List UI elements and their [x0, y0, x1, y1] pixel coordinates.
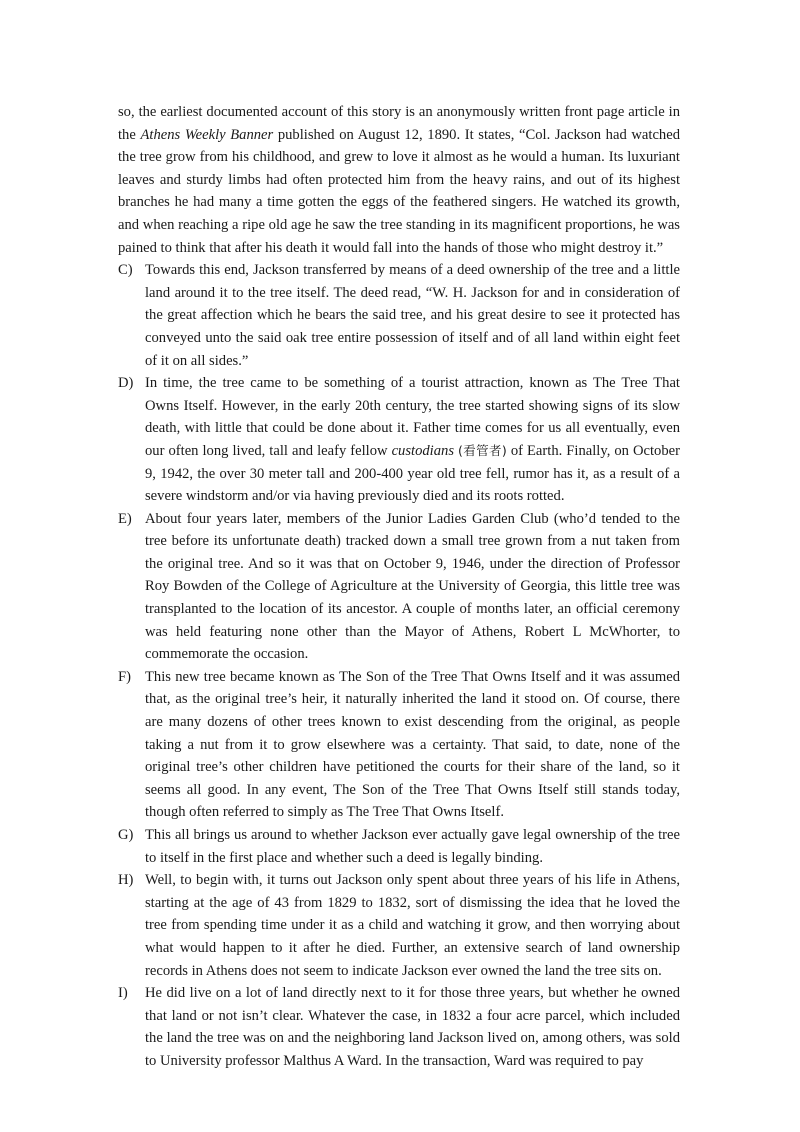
paragraph-text-start: In time, the tree came to be something of a tourist attraction, known as The Tree That Owns Itself. However, in the early 20th century, the tree started showing signs of its slow death, with little that could be done about it. Father time comes for us all eventually, even our often long lived, tall and leafy fellow	[145, 375, 680, 459]
paragraph-label: C)	[118, 262, 133, 279]
paragraph-i	[118, 982, 680, 1072]
paragraph-label: I)	[118, 985, 128, 1002]
newspaper-title: Athens Weekly Banner	[140, 126, 274, 143]
intro-text-start: so, the earliest documented account of this story is an anonymously written front page article in the	[118, 104, 680, 143]
paragraph-label: E)	[118, 510, 132, 527]
intro-paragraph	[118, 101, 680, 259]
paragraph-h	[118, 869, 680, 982]
paragraph-g	[118, 824, 680, 869]
paragraph-text: Towards this end, Jackson transferred by means of a deed ownership of the tree and a little land around it to the tree itself. The deed read, “W. H. Jackson for and in consideration of the great affection which he bears the said tree, and his great desire to see it protected has conveyed unto the said oak tree entire possession of itself and of all land within eight feet of it on all sides.”	[145, 262, 680, 369]
italic-term: custodians	[391, 442, 455, 459]
paragraph-text: Well, to begin with, it turns out Jackson only spent about three years of his life in Athens, starting at the age of 43 from 1829 to 1832, sort of dismissing the idea that he loved the tree from spending time under it as a child and watching it grow, and then worrying about what would happen to it after he died. Further, an extensive search of land ownership records in Athens does not seem to indicate Jackson ever owned the land the tree sits on.	[145, 872, 680, 979]
paragraph-e	[118, 508, 680, 666]
paragraph-c	[118, 259, 680, 372]
document-body	[118, 101, 680, 1073]
chinese-gloss: (看管者)	[458, 442, 507, 458]
paragraph-text: This all brings us around to whether Jackson ever actually gave legal ownership of the tree to itself in the first place and whether such a deed is legally binding.	[145, 827, 680, 866]
paragraph-label: G)	[118, 827, 134, 843]
paragraph-label: F)	[118, 668, 131, 685]
paragraph-text-end: of Earth. Finally, on October 9, 1942, the over 30 meter tall and 200-400 year old tree fell, rumor has it, as a result of a severe windstorm and/or via having previously died and its roots rotted.	[145, 442, 680, 505]
paragraph-text: This new tree became known as The Son of the Tree That Owns Itself and it was assumed that, as the original tree’s heir, it naturally inherited the land it stood on. Of course, there are many dozens of other trees known to exist descending from the original, as people taking a nut from it to grow elsewhere was a certainty. That said, to date, none of the original tree’s other children have petitioned the courts for their share of the land, so it seems all good. In any event, The Son of the Tree That Owns Itself still stands today, though often referred to simply as The Tree That Owns Itself.	[145, 668, 680, 821]
intro-text-end: published on August 12, 1890. It states, “Col. Jackson had watched the tree grow from his childhood, and grew to love it almost as he would a human. Its luxuriant leaves and sturdy limbs had often protected him from the heavy rains, and out of its highest branches he had many a time gotten the eggs of the feathered singers. He watched its growth, and when reaching a ripe old age he saw the tree standing in its magnificent proportions, he was pained to think that after his death it would fall into the hands of those who might destroy it.”	[118, 126, 680, 256]
paragraph-text: He did live on a lot of land directly next to it for those three years, but whether he owned that land or not isn’t clear. Whatever the case, in 1832 a four acre parcel, which included the land the tree was on and the neighboring land Jackson lived on, among others, was sold to University professor Malthus A Ward. In the transaction, Ward was required to pay	[145, 985, 680, 1069]
paragraph-d	[118, 372, 680, 508]
paragraph-f	[118, 666, 680, 824]
paragraph-label: D)	[118, 375, 134, 392]
paragraph-text	[145, 372, 680, 508]
paragraph-text: About four years later, members of the Junior Ladies Garden Club (who’d tended to the tree before its unfortunate death) tracked down a small tree grown from a nut taken from the original tree. And so it was that on October 9, 1946, under the direction of Professor Roy Bowden of the College of Agriculture at the University of Georgia, this little tree was transplanted to the location of its ancestor. A couple of months later, an official ceremony was held featuring none other than the Mayor of Athens, Robert L McWhorter, to commemorate the occasion.	[145, 510, 680, 663]
paragraph-label: H)	[118, 872, 134, 889]
